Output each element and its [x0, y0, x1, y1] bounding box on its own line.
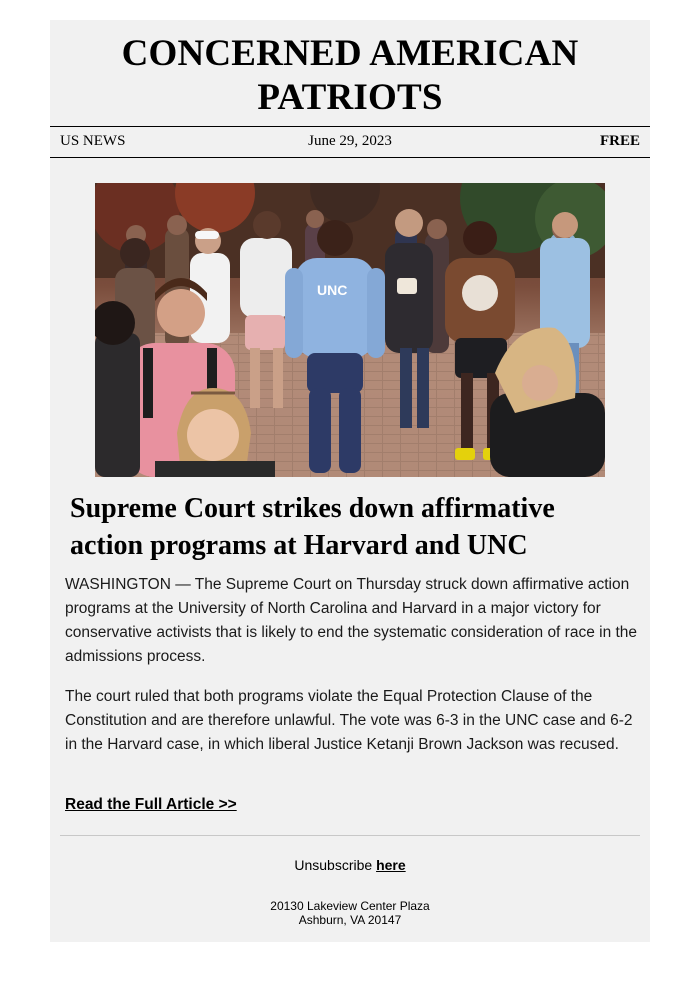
section-label: US NEWS [60, 133, 126, 149]
unsubscribe-text: Unsubscribe [294, 857, 377, 873]
read-full-article-link[interactable]: Read the Full Article >> [65, 796, 237, 813]
dateline-bar [50, 126, 650, 158]
price-label: FREE [599, 133, 640, 149]
svg-text:UNC: UNC [317, 282, 348, 298]
issue-date: June 29, 2023 [308, 133, 392, 149]
address-line-1: 20130 Lakeview Center Plaza [270, 899, 430, 913]
masthead-line-1: CONCERNED AMERICAN [121, 33, 579, 74]
footer-divider [60, 835, 640, 836]
headline-line-2: action programs at Harvard and UNC [70, 530, 528, 561]
students-walking-on-campus-icon [95, 183, 605, 477]
article-headline [70, 490, 630, 564]
mailing-address [50, 899, 650, 927]
address-line-2: Ashburn, VA 20147 [298, 913, 402, 927]
article-paragraph-1: WASHINGTON — The Supreme Court on Thursday struck down affirmative action programs at the University of North Carolina and Harvard in a major victory for conservative activists that is likely to end the systematic consideration of race in the admissions process. [65, 576, 638, 665]
masthead-title [50, 32, 650, 120]
headline-line-1: Supreme Court strikes down affirmative [70, 493, 555, 524]
article-paragraph-2: The court ruled that both programs violate the Equal Protection Clause of the Constitution and are therefore unlawful. The vote was 6-3 in the UNC case and 6-2 in the Harvard case, in which liberal Justice Ketanji Brown Jackson was recused. [65, 688, 633, 753]
unsubscribe-link[interactable]: here [376, 857, 406, 873]
article-photo [95, 183, 605, 477]
newsletter-page [50, 20, 650, 942]
unsubscribe-line [50, 857, 650, 873]
masthead-line-2: PATRIOTS [257, 77, 443, 118]
